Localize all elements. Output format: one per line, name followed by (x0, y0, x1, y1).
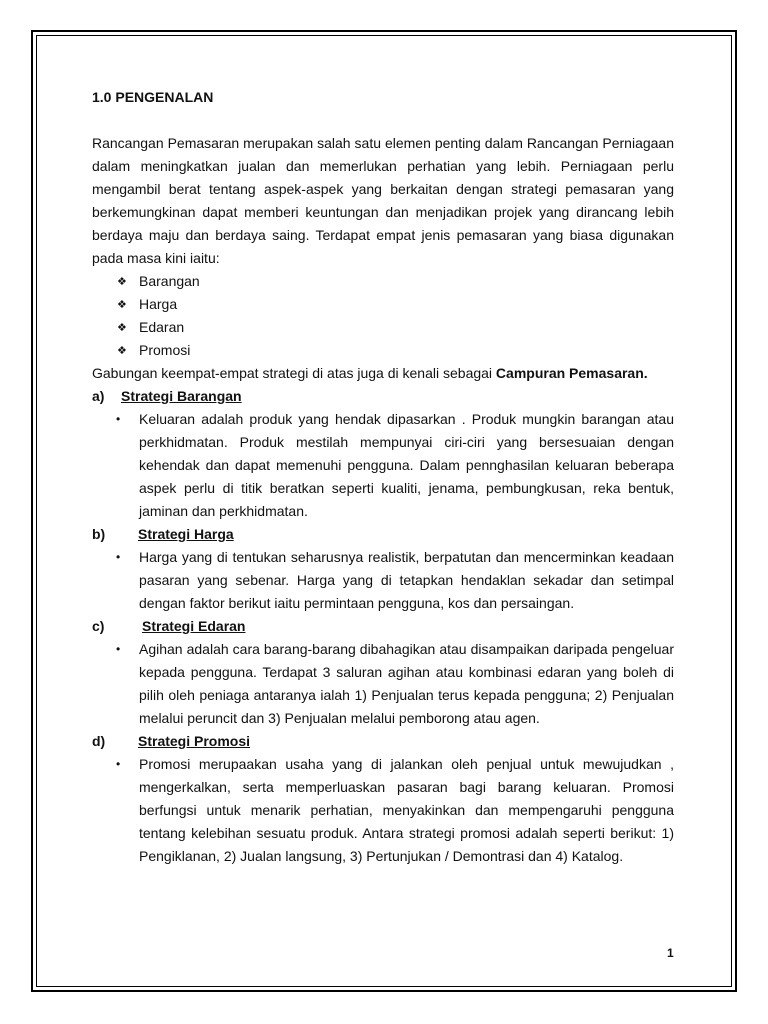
bullet-icon: • (116, 412, 121, 426)
section-body-d: • Promosi merupaakan usaha yang di jalankan oleh penjual untuk mewujudkan , mengerkalkan, serta memperluaskan pasaran bagi barang keluaran. Promosi berfungsi untuk menarik perhatian, menyakinkan dan mempengaruhi pengguna tentang kelebihan sesuatu produk. Antara strategi promosi adalah seperti berikut: 1) Pengiklanan, 2) Jualan langsung, 3) Pertunjukan / Demontrasi dan 4) Katalog. (92, 753, 674, 868)
list-item: ❖ Harga (117, 293, 674, 316)
list-item: ❖ Edaran (117, 316, 674, 339)
diamond-bullet-icon: ❖ (117, 321, 127, 334)
section-body-c: • Agihan adalah cara barang-barang dibahagikan atau disampaikan daripada pengeluar kepada pengguna. Terdapat 3 saluran agihan atau kombinasi edaran yang boleh di pilih oleh peniaga antaranya ialah 1) Penjualan terus kepada pengguna; 2) Penjualan melalui peruncit dan 3) Penjualan melalui pemborong atau agen. (92, 638, 674, 730)
summary-emphasis: Campuran Pemasaran. (495, 365, 648, 381)
diamond-bullet-icon: ❖ (117, 298, 127, 311)
section-heading-a: a) Strategi Barangan (92, 388, 242, 404)
list-item: ❖ Promosi (117, 339, 674, 362)
page-title: 1.0 PENGENALAN (92, 89, 214, 105)
section-heading-d: d) Strategi Promosi (92, 733, 251, 749)
bullet-icon: • (116, 757, 121, 771)
bullet-icon: • (116, 550, 121, 564)
intro-paragraph: Rancangan Pemasaran merupakan salah satu elemen penting dalam Rancangan Perniagaan dalam meningkatkan jualan dan memerlukan perhatian yang lebih. Perniagaan perlu mengambil berat tentang aspek-aspek yang berkaitan dengan strategi pemasaran yang berkemungkinan dapat memberi keuntungan dan menjadikan projek yang dirancang lebih berdaya maju dan berdaya saing. Terdapat empat jenis pemasaran yang biasa digunakan pada masa kini iaitu: (92, 135, 674, 266)
bullet-icon: • (116, 642, 121, 656)
section-body-b: • Harga yang di tentukan seharusnya realistik, berpatutan dan mencerminkan keadaan pasaran yang sebenar. Harga yang di tetapkan hendaklan sekadar dan setimpal dengan faktor berikut iaitu permintaan pengguna, kos dan persaingan. (92, 546, 674, 615)
page-number: 1 (667, 946, 674, 960)
diamond-bullet-icon: ❖ (117, 344, 127, 357)
list-item: ❖ Barangan (117, 270, 674, 293)
document-body (92, 86, 674, 868)
strategy-list (92, 270, 674, 362)
section-body-a: • Keluaran adalah produk yang hendak dipasarkan . Produk mungkin barangan atau perkhidmatan. Produk mestilah mempunyai ciri-ciri yang bersesuaian dengan kehendak dan dapat memenuhi pengguna. Dalam pennghasilan keluaran beberapa aspek perlu di titik beratkan seperti kualiti, jenama, pembungkusan, reka bentuk, jaminan dan perkhidmatan. (92, 408, 674, 523)
summary-line: Gabungan keempat-empat strategi di atas juga di kenali sebagai Campuran Pemasaran. (92, 365, 648, 381)
diamond-bullet-icon: ❖ (117, 275, 127, 288)
section-heading-c: c) Strategi Edaran (92, 618, 246, 634)
section-heading-b: b) Strategi Harga (92, 526, 234, 542)
